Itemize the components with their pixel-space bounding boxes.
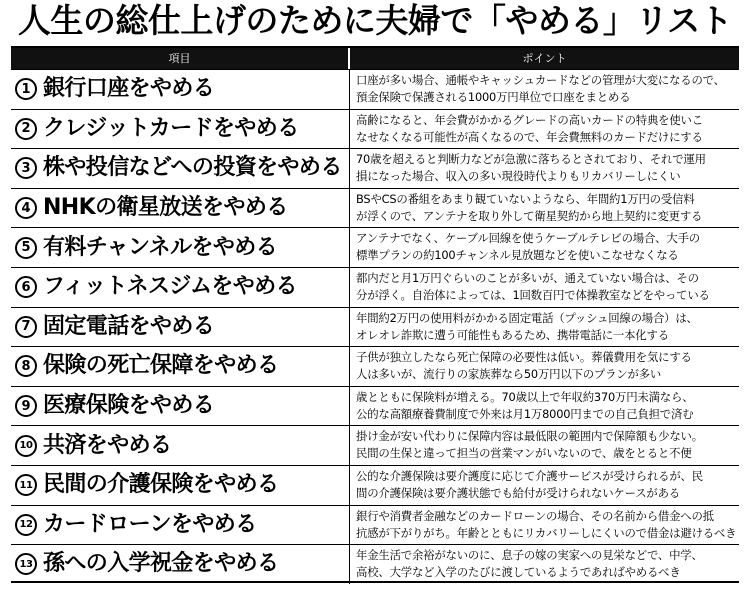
circled-number: 11: [15, 474, 37, 496]
point-text-line: オレオレ詐欺に遭う可能性もあるため、携帯電話に一本化する: [356, 327, 669, 342]
item-label: 孫への入学祝金をやめる: [43, 551, 279, 577]
item-cell: [11, 189, 350, 228]
point-cell: [350, 545, 739, 584]
circled-number: 8: [15, 355, 37, 377]
point-cell: [350, 426, 739, 465]
page-title: 人生の総仕上げのために夫婦で「やめる」リスト: [17, 1, 733, 40]
item-label: 銀行口座をやめる: [43, 76, 215, 102]
item-cell: [11, 149, 350, 188]
circled-number: 10: [15, 435, 37, 457]
table-row: [11, 69, 739, 109]
point-text-line: が浮くので、アンテナを取り外して衛星契約から地上契約に変更する: [356, 208, 703, 223]
item-cell: [11, 545, 350, 584]
point-text-line: 歳とともに保険料が増える。70歳以上で年収約370万円未満なら、: [356, 389, 694, 404]
point-text-line: 抗感が下がりがち。年齢とともにリカバリーしにくいので借金は避けるべき: [356, 525, 737, 540]
point-text-line: 口座が多い場合、通帳やキャッシュカードなどの管理が大変になるので、: [356, 73, 725, 87]
circled-number: 1: [15, 78, 37, 100]
point-cell: [350, 506, 739, 545]
point-cell: [350, 70, 739, 109]
point-text-line: 標準プランの約100チャンネル見放題などを使いこなせなくなる: [356, 248, 679, 263]
item-cell: [11, 70, 350, 109]
point-text-line: 子供が独立したなら死亡保障の必要性は低い。葬儀費用を気にする: [356, 350, 692, 365]
point-text-line: 間の介護保険は要介護状態でも給付が受けられないケースがある: [356, 485, 680, 500]
point-text-line: なせなくなる可能性が高くなるので、年会費無料のカードだけにする: [356, 129, 703, 144]
item-label: 固定電話をやめる: [43, 313, 215, 339]
item-cell: [11, 110, 350, 149]
item-label: NHKの衛星放送をやめる: [43, 195, 288, 221]
quit-list-table: [11, 46, 739, 583]
point-text-line: BSやCSの番組をあまり観ていないようなら、年間約1万円の受信料: [356, 191, 695, 206]
table-row: [11, 188, 739, 228]
point-cell: [350, 189, 739, 228]
point-cell: [350, 110, 739, 149]
point-cell: [350, 466, 739, 505]
point-cell: [350, 228, 739, 267]
item-label: フィットネスジムをやめる: [43, 274, 297, 300]
circled-number: 5: [15, 237, 37, 259]
point-text-line: 高校、大学など入学のたびに渡しているようであればやめるべき: [356, 565, 681, 580]
table-row: [11, 307, 739, 347]
item-label: 保険の死亡保障をやめる: [43, 353, 279, 379]
item-label: 医療保険をやめる: [43, 393, 215, 419]
item-label: カードローンをやめる: [43, 511, 257, 537]
point-text-line: 年間約2万円の使用料がかかる固定電話（プッシュ回線の場合）は、: [356, 310, 698, 325]
item-label: クレジットカードをやめる: [43, 115, 299, 141]
point-text-line: 民間の生保と違って担当の営業マンがいないので、歳をとると不便: [356, 446, 692, 461]
point-cell: [350, 149, 739, 188]
point-cell: [350, 268, 739, 307]
point-text-line: 損になった場合、収入の多い現役時代よりもリカバリーしにくい: [356, 169, 681, 184]
point-text-line: 銀行や消費者金融などのカードローンの場合、その名前から借金への抵: [356, 508, 714, 523]
header-item: 項目: [11, 48, 350, 69]
point-text-line: 人は多いが、流行りの家族葬なら50万円以下のプランが多い: [356, 367, 662, 382]
table-row: [11, 109, 739, 149]
table-row: [11, 267, 739, 307]
point-text-line: 70歳を超えると判断力などが急激に落ちるとされており、それで運用: [356, 152, 706, 167]
item-cell: [11, 466, 350, 505]
circled-number: 2: [15, 118, 37, 140]
circled-number: 7: [15, 316, 37, 338]
point-cell: [350, 347, 739, 386]
table-row: [11, 505, 739, 545]
point-cell: [350, 308, 739, 347]
point-text-line: 預金保険で保護される1000万円単位で口座をまとめる: [356, 90, 631, 104]
item-cell: [11, 308, 350, 347]
item-cell: [11, 228, 350, 267]
table-header: [11, 48, 739, 69]
point-text-line: 都内だと月1万円ぐらいのことが多いが、通えていない場合は、その: [356, 270, 699, 285]
table-row: [11, 148, 739, 188]
point-text-line: 高齢になると、年会費がかかるグレードの高いカードの特典を使いこ: [356, 112, 703, 127]
point-text-line: 公的な高額療養費制度で外来は月1万8000円までの自己負担で済む: [356, 406, 694, 421]
point-cell: [350, 387, 739, 426]
circled-number: 6: [15, 276, 37, 298]
circled-number: 9: [15, 395, 37, 417]
item-label: 共済をやめる: [43, 432, 172, 458]
table-row: [11, 227, 739, 267]
circled-number: 4: [15, 197, 37, 219]
table-body: [11, 69, 739, 584]
header-point: ポイント: [350, 48, 739, 69]
item-label: 有料チャンネルをやめる: [43, 234, 278, 260]
item-label: 民間の介護保険をやめる: [43, 472, 279, 498]
item-cell: [11, 426, 350, 465]
point-text-line: アンテナでなく、ケーブル回線を使うケーブルテレビの場合、大手の: [356, 231, 700, 246]
item-cell: [11, 268, 350, 307]
item-cell: [11, 387, 350, 426]
point-text-line: 掛け金が安い代わりに保障内容は最低限の範囲内で保障額も少ない。: [356, 429, 703, 444]
circled-number: 12: [15, 514, 37, 536]
point-text-line: 年金生活で余裕がないのに、息子の嫁の実家への見栄などで、中学、: [356, 548, 703, 563]
table-row: [11, 544, 739, 584]
circled-number: 3: [15, 157, 37, 179]
table-row: [11, 465, 739, 505]
item-label: 株や投信などへの投資をやめる: [43, 155, 342, 181]
item-cell: [11, 347, 350, 386]
point-text-line: 公的な介護保険は要介護度に応じて介護サービスが受けられるが、民: [356, 468, 703, 483]
circled-number: 13: [15, 553, 37, 575]
table-row: [11, 386, 739, 426]
table-row: [11, 425, 739, 465]
item-cell: [11, 506, 350, 545]
point-text-line: 分が浮く。自治体によっては、1回数百円で体操教室などをやっている: [356, 287, 710, 302]
table-row: [11, 346, 739, 386]
